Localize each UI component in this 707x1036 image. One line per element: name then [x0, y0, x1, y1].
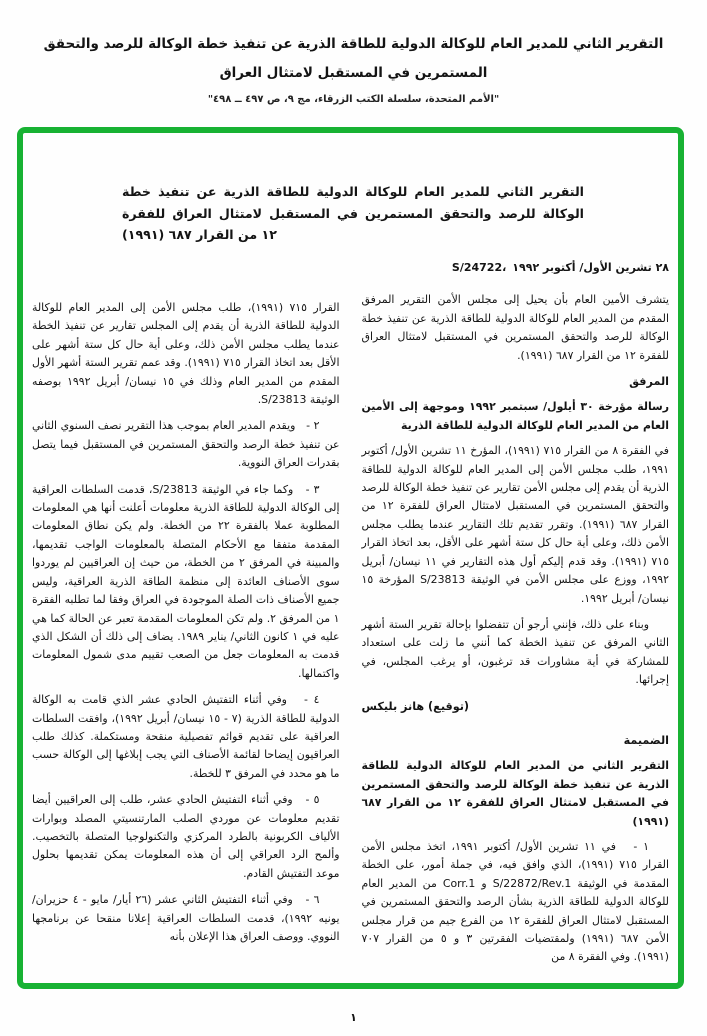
two-column-text	[32, 259, 669, 975]
signature-line: (توقيع) هانز بليكس	[361, 699, 470, 713]
document-symbol-dateline	[362, 259, 670, 277]
column-right	[362, 259, 670, 975]
column-left	[32, 259, 340, 975]
enclosure-report-title: التقرير الثاني من المدير العام للوكالة الدولية للطاقة الذرية عن تنفيذ خطة الوكالة للرصد والتحقق المستمرين في المستقبل لامتثال العراق للفقرة ١٢ من القرار ٦٨٧ (١٩٩١)	[361, 759, 669, 828]
header-title-line2: المستمرين في المستقبل لامتثال العراق	[219, 65, 488, 81]
header-title-line1: التقرير الثاني للمدير العام للوكالة الدولية للطاقة الذرية عن تنفيذ خطة الوكالة للرصد والتحقق	[43, 36, 664, 52]
report-title-block	[122, 181, 584, 246]
report-title-line1: التقرير الثاني للمدير العام للوكالة الدولية للطاقة الذرية عن تنفيذ خطة	[122, 184, 584, 199]
numbered-paragraph-6: ٦ - وفي أثناء التفتيش الثاني عشر (٢٦ أيار/ مايو - ٤ حزيران/ يونيه ١٩٩٢)، قدمت السلطات العراقية إعلانا منقحا عن برنامجها النووي. ووصف العراق هذا الإعلان بأنه	[32, 893, 340, 943]
report-title-line3: ١٢ من القرار ٦٨٧ (١٩٩١)	[122, 227, 277, 242]
report-title-line2: الوكالة للرصد والتحقق المستمرين في المستقبل لامتثال العراق للفقرة	[122, 205, 584, 221]
enclosure-heading: الضميمة	[623, 733, 669, 747]
annex-heading: المرفق	[629, 375, 669, 389]
numbered-paragraph-4: ٤ - وفي أثناء التفتيش الحادي عشر الذي قامت به الوكالة الدولية للطاقة الذرية (٧ - ١٥ نيسان/ أبريل ١٩٩٢)، وافقت السلطات العراقية على تقديم قوائم تفصيلية منقحة ومستكملة. كذلك طلب العراقيون إيضاحا لقائمة الأصناف التي يجب إبلاغها إلى الوكالة حسب ما هو محدد في المرفق ٣ للخطة.	[32, 693, 340, 780]
numbered-paragraph-1: ١ - في ١١ تشرين الأول/ أكتوبر ١٩٩١، اتخذ مجلس الأمن القرار ٧١٥ (١٩٩١)، الذي وافق فيه، في جملة أمور، على الخطة المقدمة في الوثيقة S/22872/Rev.1 و Corr.1 من المدير العام للوكالة الدولية للطاقة الذرية بشأن الرصد والتحقق المستمرين في المستقبل لامتثال العراق للفقرة ١٢ من الفرع جيم من قرار مجلس الأمن ٦٨٧ (١٩٩١) ولمقتضيات الفقرتين ٣ و ٥ من القرار ٧٠٧ (١٩٩١). وفي الفقرة ٨ من	[361, 839, 670, 964]
paragraph: يتشرف الأمين العام بأن يحيل إلى مجلس الأمن التقرير المرفق المقدم من المدير العام للوكالة الدولية للطاقة الذرية عن تنفيذ خطة الوكالة للرصد والتحقق المستمرين في المستقبل لامتثال العراق للفقرة ١٢ من القرار ٦٨٧ (١٩٩١).	[361, 293, 669, 362]
numbered-paragraph-3: ٣ - وكما جاء في الوثيقة S/23813، قدمت السلطات العراقية إلى الوكالة الدولية للطاقة الذرية معلومات أعلنت أنها هي المعلومات المطلوبة عملا بالفقرة ٢٢ من الخطة. ولم يكن نطاق المعلومات المقدمة متفقا مع الأحكام المتصلة بالمعلومات الواجب تقديمها، والمبينة في المرفق ٢ من الخطة، من حيث إن العراقيين لم يوردوا سوى الأصناف العائدة إلى منظمة الطاقة الذرية العراقية، وليس جميع الأصناف ذات الصلة الموجودة في العراق وفقا لما تطلبه الفقرة ١ من المرفق ٢. ولم تكن المعلومات المقدمة تعبر عن الحالة كما هي عليه في ١ كانون الثاني/ يناير ١٩٨٩. يضاف إلى ذلك أن الشكل الذي قدمت به المعلومات جعل من الصعب تقييم مدى شمول المعلومات واكتمالها.	[32, 482, 340, 680]
letter-title: رسالة مؤرخة ٣٠ أيلول/ سبتمبر ١٩٩٢ وموجهة إلى الأمين العام من المدير العام للوكالة الدولية للطاقة الذرية	[361, 400, 670, 432]
numbered-paragraph-5: ٥ - وفي أثناء التفتيش الحادي عشر، طلب إلى العراقيين أيضا تقديم معلومات عن موردي الصلب المارتنسيتي المصلد وبوارات الألياف الكربونية بالطرد المركزي والتكنولوجيا المتصلة بالتخصيب. وألمح الرد العراقي إلى أن هذه المعلومات يمكن تقديمها بحلول موعد التفتيش القادم.	[32, 793, 340, 880]
page-number: ١	[350, 1011, 357, 1024]
green-border-frame	[17, 127, 684, 989]
document-date: ٢٨ تشرين الأول/ أكتوبر ١٩٩٢	[512, 261, 669, 274]
document-header	[0, 30, 707, 105]
paragraph: في الفقرة ٨ من القرار ٧١٥ (١٩٩١)، المؤرخ ١١ تشرين الأول/ أكتوبر ١٩٩١، طلب مجلس الأمن إلى المدير العام للوكالة الدولية للطاقة الذرية أن يقدم إلى مجلس الأمن تقارير عن تنفيذ خطة الوكالة للرصد والتحقق المستمرين في المستقبل لامتثال العراق للفقرة ١٢ من القرار ٦٨٧ (١٩٩١). وتقرر تقديم تلك التقارير عندما يطلب مجلس الأمن ذلك، وعلى أية حال كل ستة أشهر على الأقل، بعد اتخاذ القرار ٧١٥ (١٩٩١). وقد قدم إليكم أول هذه التقارير في ١١ نيسان/ أبريل ١٩٩٢، ووزع على مجلس الأمن في الوثيقة S/23813 المؤرخة ١٥ نيسان/ أبريل ١٩٩٢.	[361, 444, 670, 605]
numbered-paragraph-2: ٢ - ويقدم المدير العام بموجب هذا التقرير نصف السنوي الثاني عن تنفيذ خطة الرصد والتحقق المستمرين في المستقبل فيما يتصل بقدرات العراق النووية.	[32, 419, 340, 470]
header-source-citation: "الأمم المتحدة، سلسلة الكتب الزرقاء، مج ٩، ص ٤٩٧ ــ ٤٩٨"	[207, 94, 500, 105]
paragraph: وبناء على ذلك، فإنني أرجو أن تتفضلوا بإحالة تقرير الستة أشهر الثاني المرفق عن تنفيذ الخطة كما أنني ما زلت على استعداد للمشاركة في أية مشاورات قد ترغبون، أو يرغب المجلس، في إجرائها.	[361, 617, 669, 687]
paragraph-continuation: القرار ٧١٥ (١٩٩١)، طلب مجلس الأمن إلى المدير العام للوكالة الدولية للطاقة الذرية أن يقدم إلى المجلس تقارير عن تنفيذ الخطة عندما يطلب مجلس الأمن ذلك، وعلى أية حال كل ستة أشهر على الأقل بعد اتخاذ القرار ٧١٥ (١٩٩١). وقد عمم تقرير الستة أشهر الأول المقدم من المدير العام وذلك في ١٥ نيسان/ أبريل ١٩٩٢ بوصفه الوثيقة S/23813.	[32, 301, 340, 407]
document-symbol: S/24722،	[451, 261, 507, 274]
